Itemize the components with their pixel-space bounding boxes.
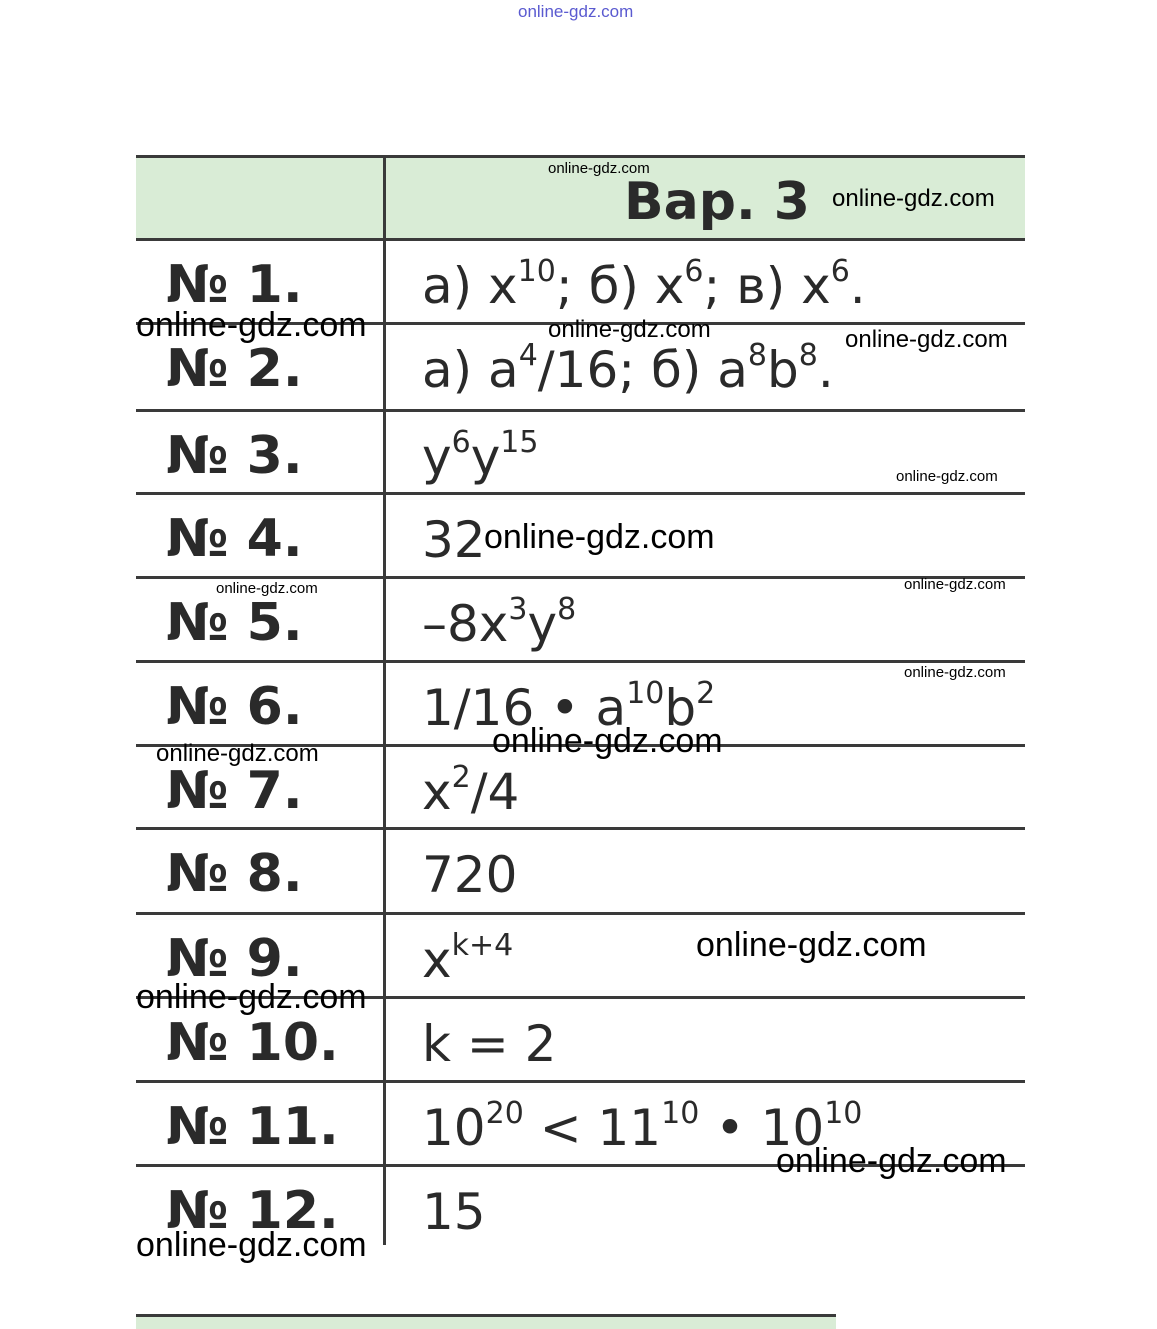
watermark: online-gdz.com	[136, 306, 367, 344]
task-answer: $-8x^3y^8$	[422, 592, 577, 653]
task-number: № 6.	[166, 677, 303, 737]
next-table-edge	[136, 1314, 836, 1329]
task-answer: а) $x^{10}$; б) $x^6$; в) $x^6$.	[422, 254, 866, 315]
task-number: № 5.	[166, 593, 303, 653]
watermark: online-gdz.com	[136, 978, 367, 1016]
task-number: № 8.	[166, 844, 303, 904]
task-answer: $10^{20} < 11^{10}$ • $10^{10}$	[422, 1096, 863, 1157]
watermark: online-gdz.com	[216, 580, 318, 597]
watermark: online-gdz.com	[904, 576, 1006, 593]
table-row	[136, 412, 1025, 495]
task-answer: k = 2	[422, 1015, 557, 1073]
task-number: № 12.	[166, 1181, 339, 1241]
watermark: online-gdz.com	[832, 185, 995, 212]
task-answer: 720	[422, 846, 518, 904]
task-number: № 10.	[166, 1013, 339, 1073]
task-answer: а) $a^4/16$; б) $a^8b^8$.	[422, 338, 834, 399]
task-answer: 32	[422, 511, 486, 569]
task-number: № 3.	[166, 426, 303, 486]
task-answer: $y^6y^{15}$	[422, 425, 539, 486]
column-divider	[383, 158, 386, 1245]
task-answer: 15	[422, 1183, 486, 1241]
task-answer: $x^2/4$	[422, 760, 520, 821]
table-row	[136, 830, 1025, 915]
task-number: № 4.	[166, 509, 303, 569]
watermark: online-gdz.com	[896, 468, 998, 485]
task-number: № 7.	[166, 761, 303, 821]
task-number: № 9.	[166, 929, 303, 989]
watermark: online-gdz.com	[696, 926, 927, 964]
watermark: online-gdz.com	[548, 316, 711, 343]
watermark: online-gdz.com	[136, 1226, 367, 1264]
variant-title: Вар. 3	[624, 172, 810, 232]
task-number: № 1.	[166, 255, 303, 315]
watermark: online-gdz.com	[156, 740, 319, 767]
watermark: online-gdz.com	[776, 1142, 1007, 1180]
watermark: online-gdz.com	[845, 326, 1008, 353]
site-watermark-top: online-gdz.com	[518, 2, 634, 21]
watermark: online-gdz.com	[492, 722, 723, 760]
task-answer: 1/16 • $a^{10}b^2$	[422, 676, 716, 737]
task-number: № 11.	[166, 1097, 339, 1157]
watermark: online-gdz.com	[904, 664, 1006, 681]
watermark: online-gdz.com	[484, 518, 715, 556]
task-number: № 2.	[166, 339, 303, 399]
task-answer: $x^{k+4}$	[422, 928, 514, 989]
watermark: online-gdz.com	[548, 160, 650, 177]
